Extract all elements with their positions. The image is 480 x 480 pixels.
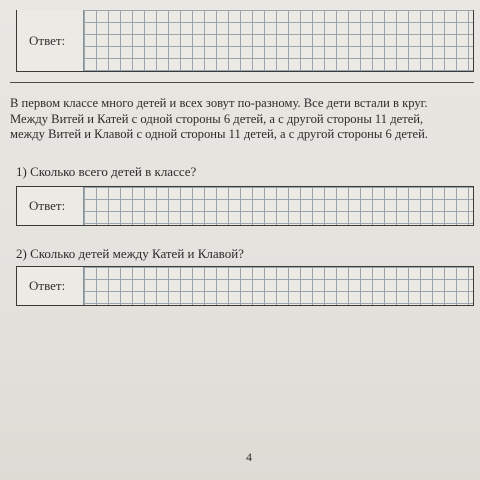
- answer-box-2: [16, 266, 474, 306]
- top-answer-box: [16, 10, 474, 72]
- question-2: 2) Сколько детей между Катей и Клавой?: [16, 246, 244, 261]
- top-answer-label: Ответ:: [29, 32, 66, 48]
- top-answer-grid[interactable]: [83, 10, 473, 71]
- answer-grid-1[interactable]: [83, 187, 473, 225]
- page-number: 4: [246, 450, 252, 464]
- section-divider: [10, 82, 474, 83]
- answer-label-1: Ответ:: [29, 198, 66, 213]
- problem-text: [10, 96, 472, 143]
- answer-box-1: [16, 186, 474, 226]
- question-1: 1) Сколько всего детей в классе?: [16, 164, 197, 179]
- problem-line-2: Между Витей и Катей с одной стороны 6 детей, а с другой стороны 11 детей,: [10, 111, 424, 126]
- answer-label-2: Ответ:: [29, 278, 66, 293]
- answer-grid-2[interactable]: [83, 267, 473, 305]
- problem-line-3: между Витей и Клавой с одной стороны 11 детей, а с другой стороны 6 детей.: [10, 127, 428, 141]
- problem-line-1: В первом классе много детей и всех зовут по-разному. Все дети встали в круг.: [10, 96, 428, 110]
